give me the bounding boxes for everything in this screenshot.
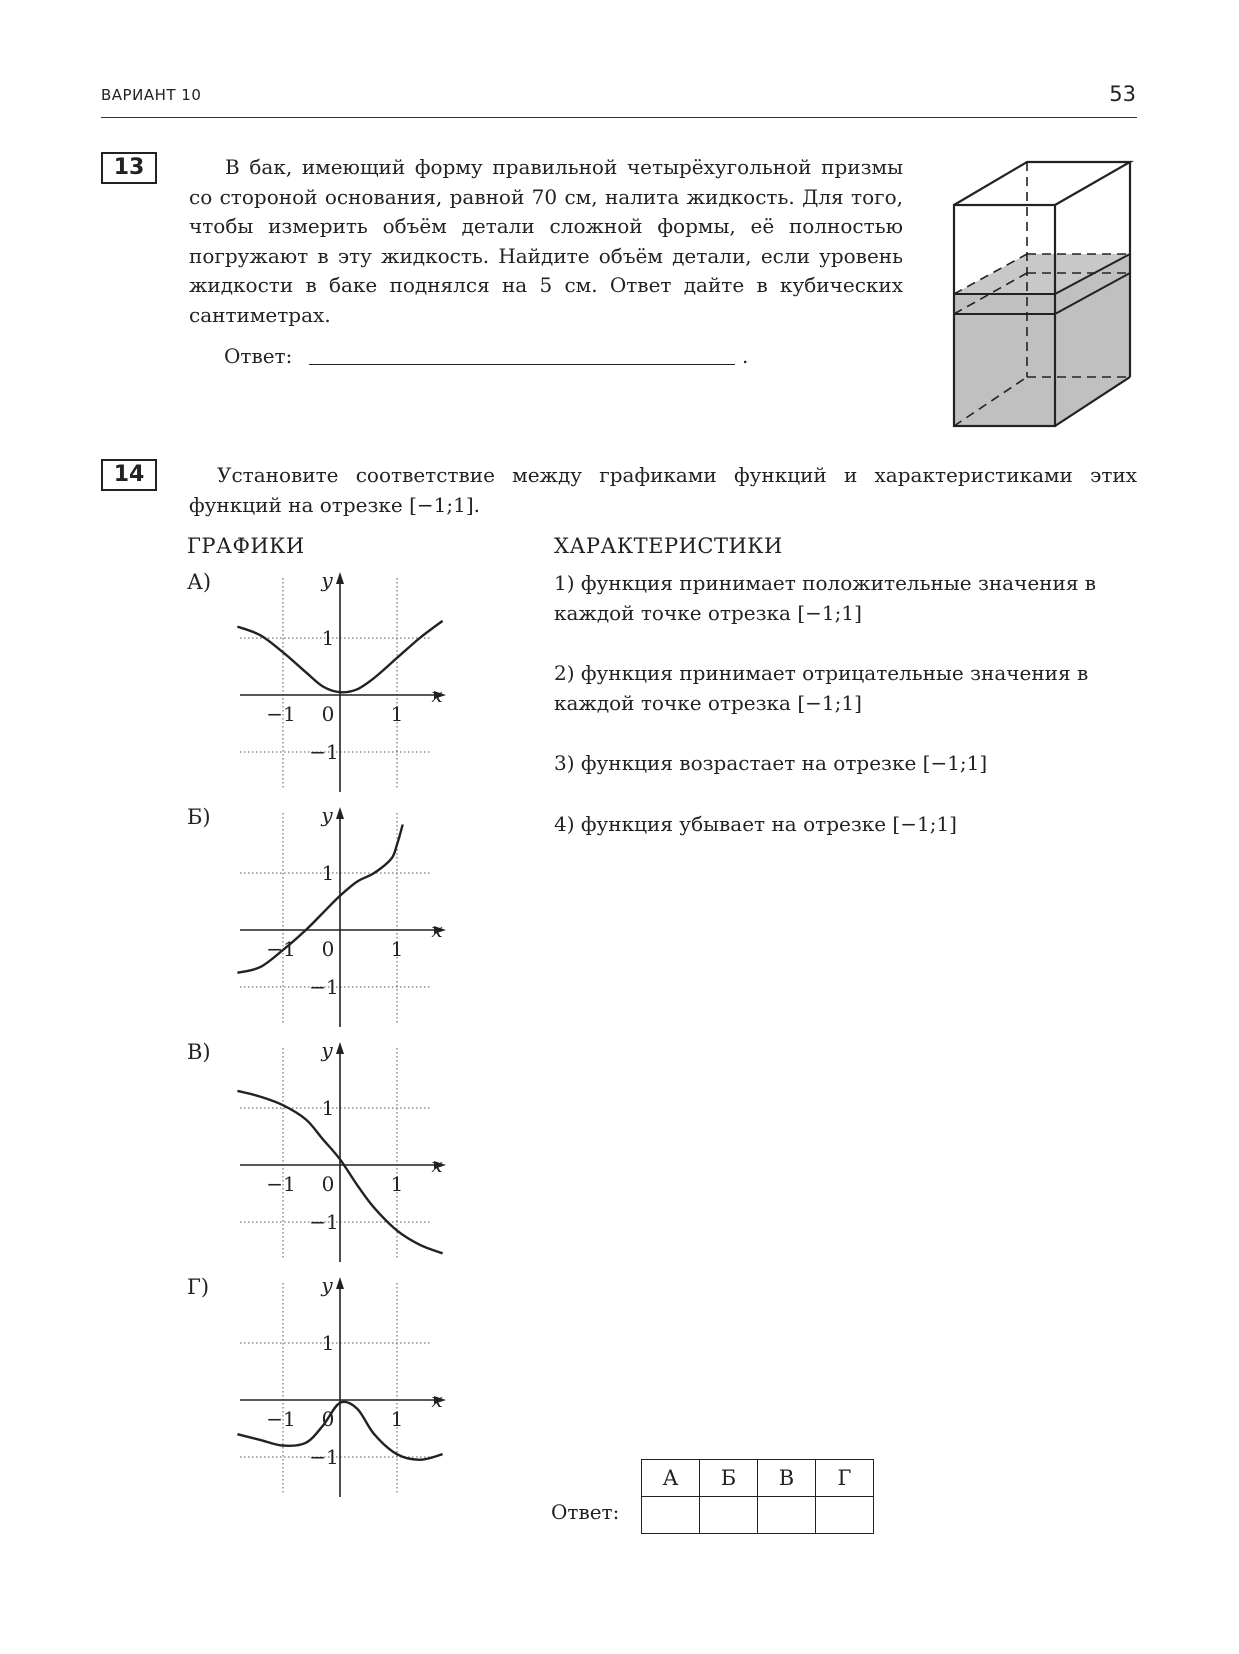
graph-letter-b: Б) — [187, 805, 211, 829]
answer-cell-g[interactable] — [816, 1497, 874, 1534]
tick-label-x-minus1: −1 — [266, 1407, 296, 1431]
answer-cell-b[interactable] — [700, 1497, 758, 1534]
tick-label-x-plus1: 1 — [390, 1172, 404, 1196]
x-axis-label: x — [431, 1388, 443, 1412]
table-header-b: Б — [700, 1460, 758, 1497]
tick-label-origin: 0 — [321, 702, 335, 726]
tick-label-x-minus1: −1 — [266, 1172, 296, 1196]
task-14-answer-table — [641, 1459, 874, 1534]
tick-label-origin: 0 — [321, 1172, 335, 1196]
tick-label-y-plus1: 1 — [321, 626, 335, 650]
tick-label-x-plus1: 1 — [390, 702, 404, 726]
y-axis-arrow — [336, 1042, 344, 1054]
prism-tank-figure — [940, 152, 1140, 432]
tick-label-y-plus1: 1 — [321, 1331, 335, 1355]
y-axis-label: y — [321, 1040, 333, 1062]
characteristic-4: 4) функция убывает на отрезке [−1;1] — [554, 812, 957, 836]
table-header-g: Г — [816, 1460, 874, 1497]
tick-label-y-minus1: −1 — [309, 975, 339, 999]
graphs-heading: ГРАФИКИ — [187, 534, 305, 558]
tick-label-origin: 0 — [321, 937, 335, 961]
tick-label-y-plus1: 1 — [321, 1096, 335, 1120]
page-number: 53 — [1109, 82, 1136, 106]
tick-label-x-plus1: 1 — [390, 1407, 404, 1431]
tick-label-x-minus1: −1 — [266, 937, 296, 961]
y-axis-arrow — [336, 807, 344, 819]
graph-g — [230, 1275, 460, 1500]
graph-letter-g: Г) — [187, 1275, 210, 1299]
variant-label: ВАРИАНТ 10 — [101, 86, 202, 104]
header-divider — [101, 117, 1137, 118]
answer-cell-a[interactable] — [642, 1497, 700, 1534]
tick-label-origin: 0 — [321, 1407, 335, 1431]
task-14-number: 14 — [101, 459, 157, 491]
tick-label-x-plus1: 1 — [390, 937, 404, 961]
graph-letter-a: А) — [187, 570, 212, 594]
graph-letter-v: В) — [187, 1040, 211, 1064]
y-axis-label: y — [321, 570, 333, 592]
tick-label-y-plus1: 1 — [321, 861, 335, 885]
task-13-answer-end: . — [742, 344, 749, 368]
table-header-v: В — [758, 1460, 816, 1497]
graph-a — [230, 570, 460, 795]
tick-label-x-minus1: −1 — [266, 702, 296, 726]
tick-label-y-minus1: −1 — [309, 740, 339, 764]
y-axis-label: y — [321, 805, 333, 827]
task-13-number: 13 — [101, 152, 157, 184]
function-curve-b — [237, 825, 402, 973]
characteristics-heading: ХАРАКТЕРИСТИКИ — [554, 534, 783, 558]
task-13-text: В бак, имеющий форму правильной четырёхугольной призмы со стороной основания, равной 70 см, налита жидкость. Для того, чтобы измерить объём детали сложной формы, её полностью погружают в эту жидкость. Найдите объём детали, если уровень жидкости в баке поднялся на 5 см. Ответ дайте в кубических сантиметрах. — [189, 155, 903, 327]
y-axis-label: y — [321, 1275, 333, 1297]
task-13-answer-label: Ответ: — [224, 344, 293, 368]
prism-top-edges — [954, 162, 1130, 205]
x-axis-label: x — [431, 918, 443, 942]
characteristic-2: 2) функция принимает отрицательные значения в каждой точке отрезка [−1;1] — [554, 661, 1089, 715]
y-axis-arrow — [336, 572, 344, 584]
tick-label-y-minus1: −1 — [309, 1210, 339, 1234]
characteristic-1: 1) функция принимает положительные значения в каждой точке отрезка [−1;1] — [554, 571, 1097, 625]
graph-b — [230, 805, 460, 1030]
x-axis-label: x — [431, 683, 443, 707]
task-14-answer-label: Ответ: — [551, 1500, 620, 1524]
graph-v — [230, 1040, 460, 1265]
characteristic-3: 3) функция возрастает на отрезке [−1;1] — [554, 751, 988, 775]
x-axis-label: x — [431, 1153, 443, 1177]
answer-cell-v[interactable] — [758, 1497, 816, 1534]
tick-label-y-minus1: −1 — [309, 1445, 339, 1469]
y-axis-arrow — [336, 1277, 344, 1289]
table-header-a: А — [642, 1460, 700, 1497]
task-13-answer-field[interactable] — [309, 364, 735, 365]
task-14-text: Установите соответствие между графиками функций и характеристиками этих функций на отрезке [−1;1]. — [189, 463, 1137, 517]
